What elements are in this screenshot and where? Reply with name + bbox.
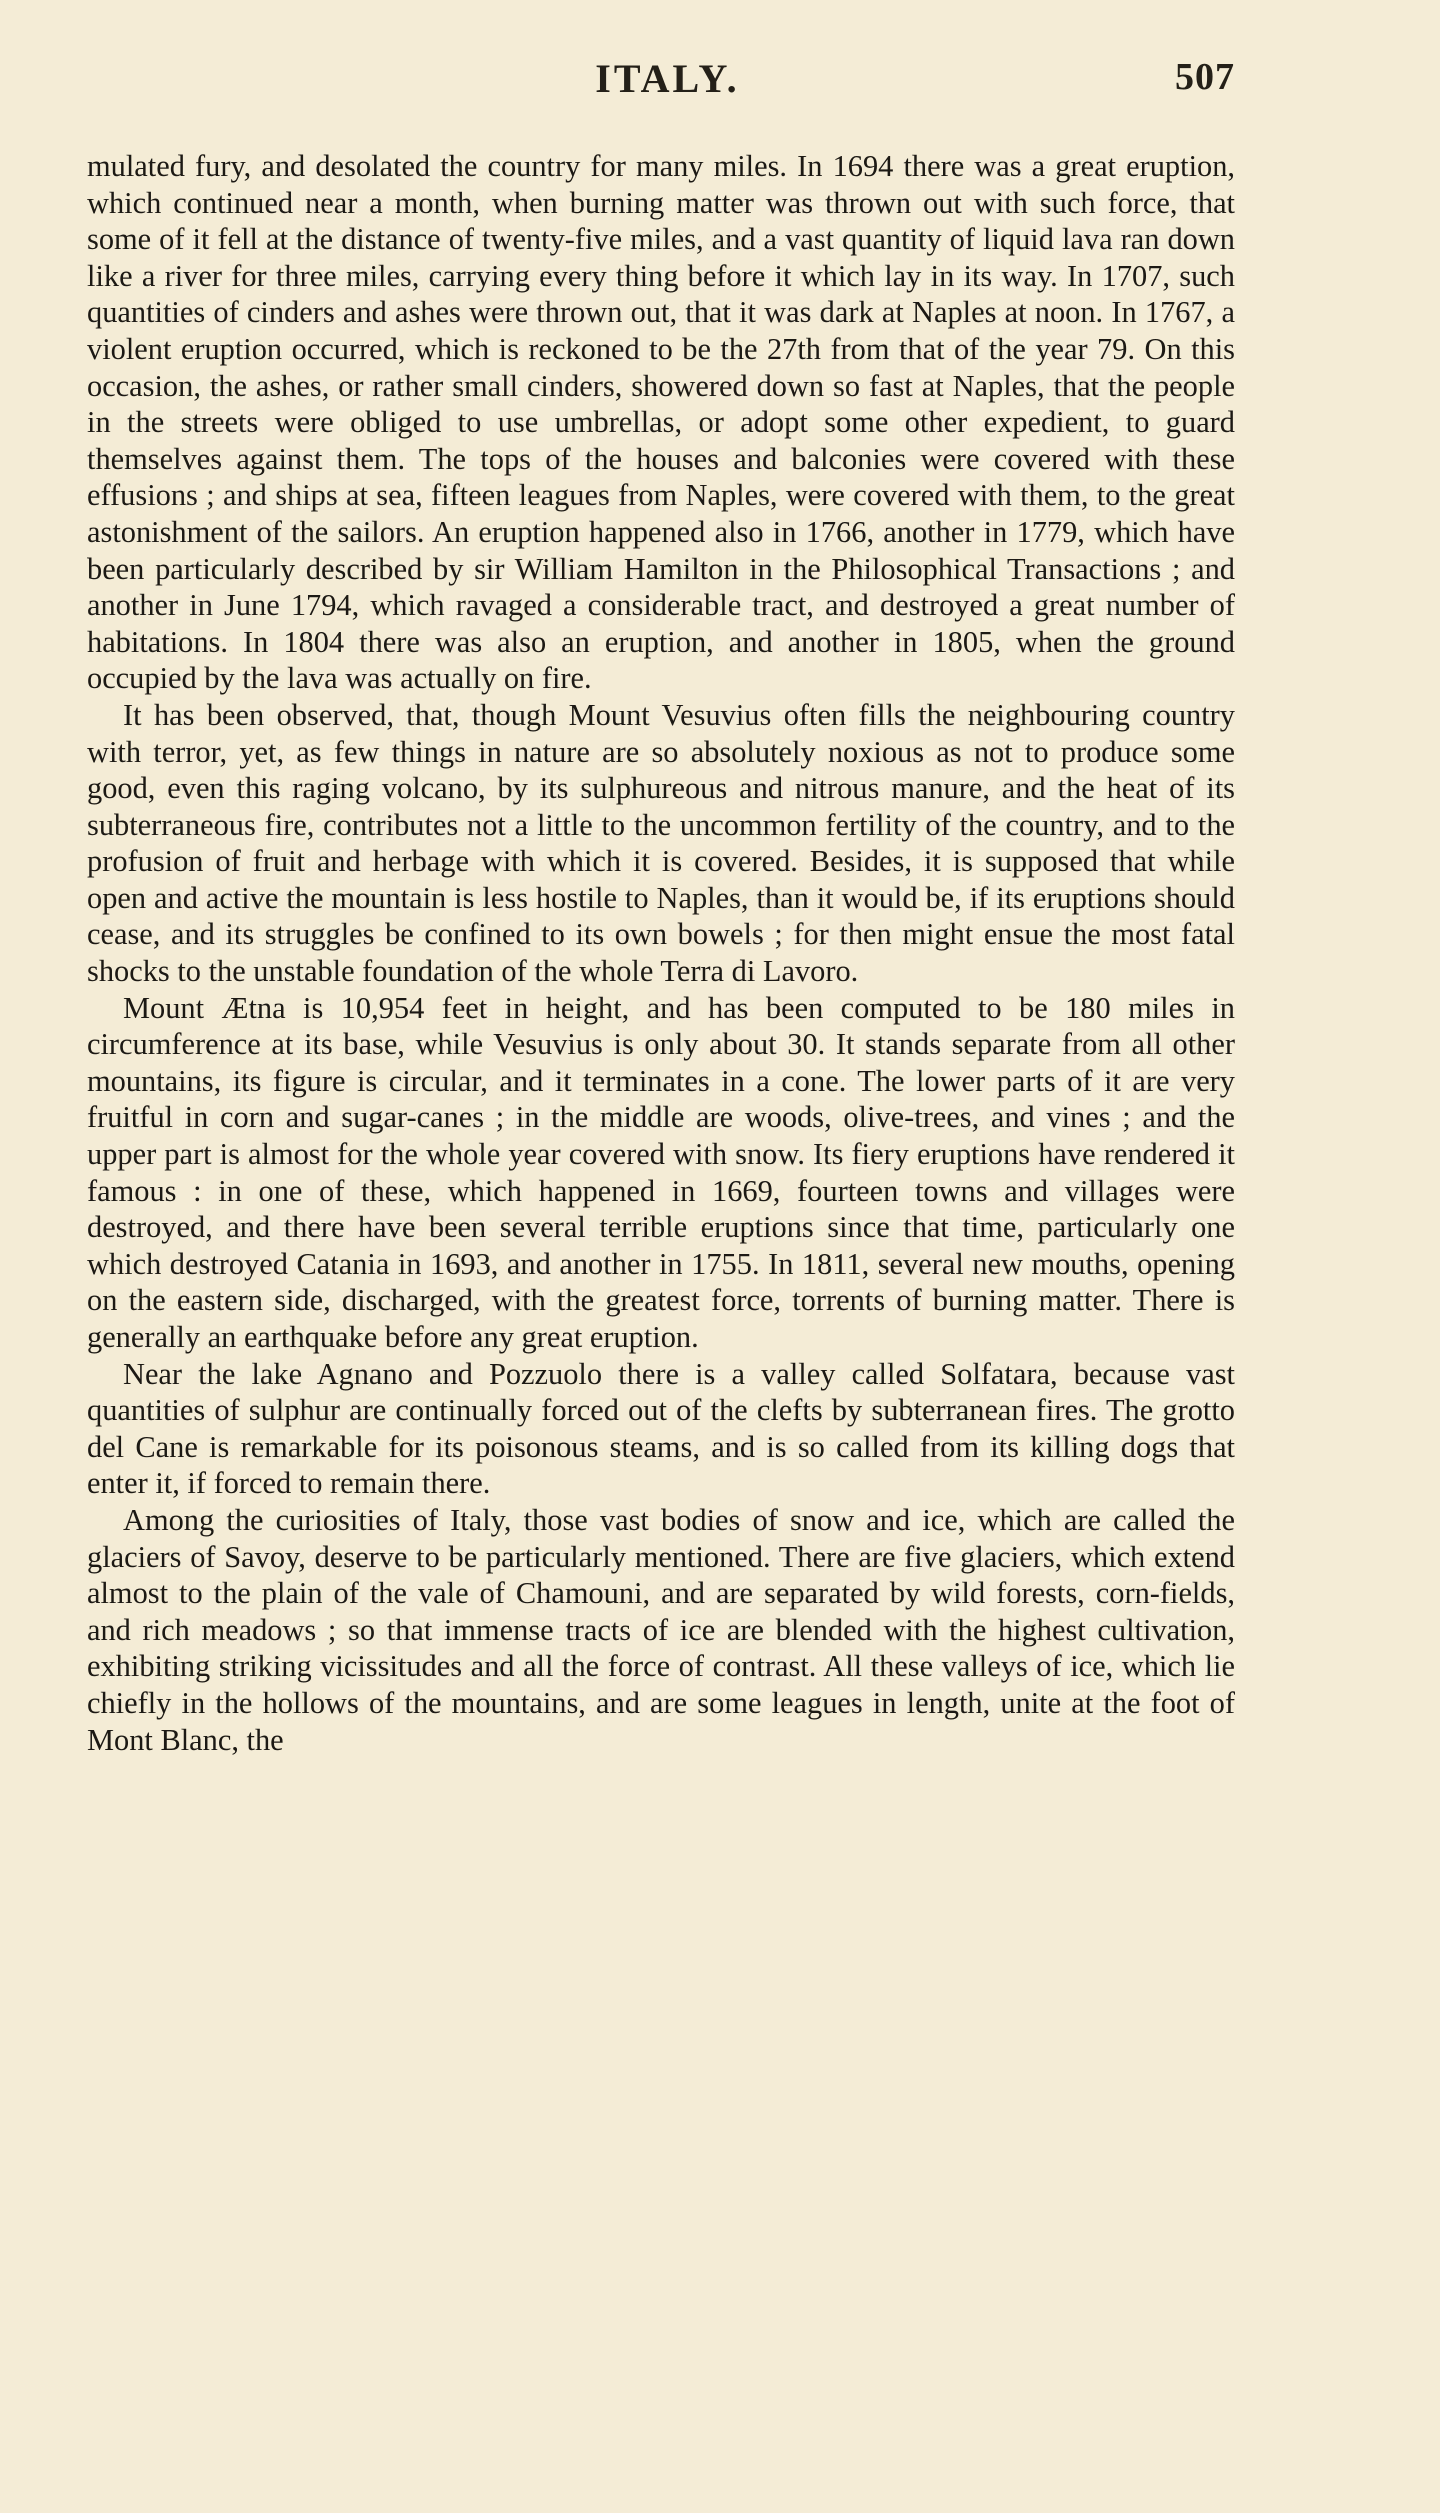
paragraph-glaciers: Among the curiosities of Italy, those vast bodies of snow and ice, which are called the glaciers of Savoy, deserve to be particularly mentioned. There are five glaciers, which extend almost to the plain of the vale of Chamouni, and are separated by wild forests, corn-fields, and rich meadows ; so that immense tracts of ice are blended with the highest cultivation, exhibiting striking vicissitudes and all the force of contrast. All these valleys of ice, which lie chiefly in the hollows of the mountains, and are some leagues in length, unite at the foot of Mont Blanc, the [87,1502,1235,1757]
running-header [100,55,1235,125]
paragraph-vesuvius-fertility: It has been observed, that, though Mount Vesuvius often fills the neighbouring country with terror, yet, as few things in nature are so absolutely noxious as not to produce some good, even this raging volcano, by its sulphureous and nitrous manure, and the heat of its subterraneous fire, contributes not a little to the uncommon fertility of the country, and to the profusion of fruit and herbage with which it is covered. Besides, it is supposed that while open and active the mountain is less hostile to Naples, than it would be, if its eruptions should cease, and its struggles be confined to its own bowels ; for then might ensue the most fatal shocks to the unstable foundation of the whole Terra di Lavoro. [87,697,1235,989]
paragraph-vesuvius-eruptions: mulated fury, and desolated the country for many miles. In 1694 there was a great eruption, which continued near a month, when burning matter was thrown out with such force, that some of it fell at the distance of twenty-five miles, and a vast quantity of liquid lava ran down like a river for three miles, carrying every thing before it which lay in its way. In 1707, such quantities of cinders and ashes were thrown out, that it was dark at Naples at noon. In 1767, a violent eruption occurred, which is reckoned to be the 27th from that of the year 79. On this occasion, the ashes, or rather small cinders, showered down so fast at Naples, that the people in the streets were obliged to use umbrellas, or adopt some other expedient, to guard themselves against them. The tops of the houses and balconies were covered with these effusions ; and ships at sea, fifteen leagues from Naples, were covered with them, to the great astonishment of the sailors. An eruption happened also in 1766, another in 1779, which have been particularly described by sir William Hamilton in the Philosophical Transactions ; and another in June 1794, which ravaged a considerable tract, and destroyed a great number of habitations. In 1804 there was also an eruption, and another in 1805, when the ground occupied by the lava was actually on fire. [87,149,1235,696]
body-text [87,148,1235,1758]
paragraph-solfatara: Near the lake Agnano and Pozzuolo there is a valley called Solfatara, because vast quantities of sulphur are continually forced out of the clefts by subterranean fires. The grotto del Cane is remarkable for its poisonous steams, and is so called from its killing dogs that enter it, if forced to remain there. [87,1356,1235,1501]
page-title: ITALY. [595,56,740,101]
page-number: 507 [1175,56,1235,98]
paragraph-mount-aetna: Mount Ætna is 10,954 feet in height, and has been computed to be 180 miles in circumference at its base, while Vesuvius is only about 30. It stands separate from all other mountains, its figure is circular, and it terminates in a cone. The lower parts of it are very fruitful in corn and sugar-canes ; in the middle are woods, olive-trees, and vines ; and the upper part is almost for the whole year covered with snow. Its fiery eruptions have rendered it famous : in one of these, which happened in 1669, fourteen towns and villages were destroyed, and there have been several terrible eruptions since that time, particularly one which destroyed Catania in 1693, and another in 1755. In 1811, several new mouths, opening on the eastern side, discharged, with the greatest force, torrents of burning matter. There is generally an earthquake before any great eruption. [87,990,1235,1354]
